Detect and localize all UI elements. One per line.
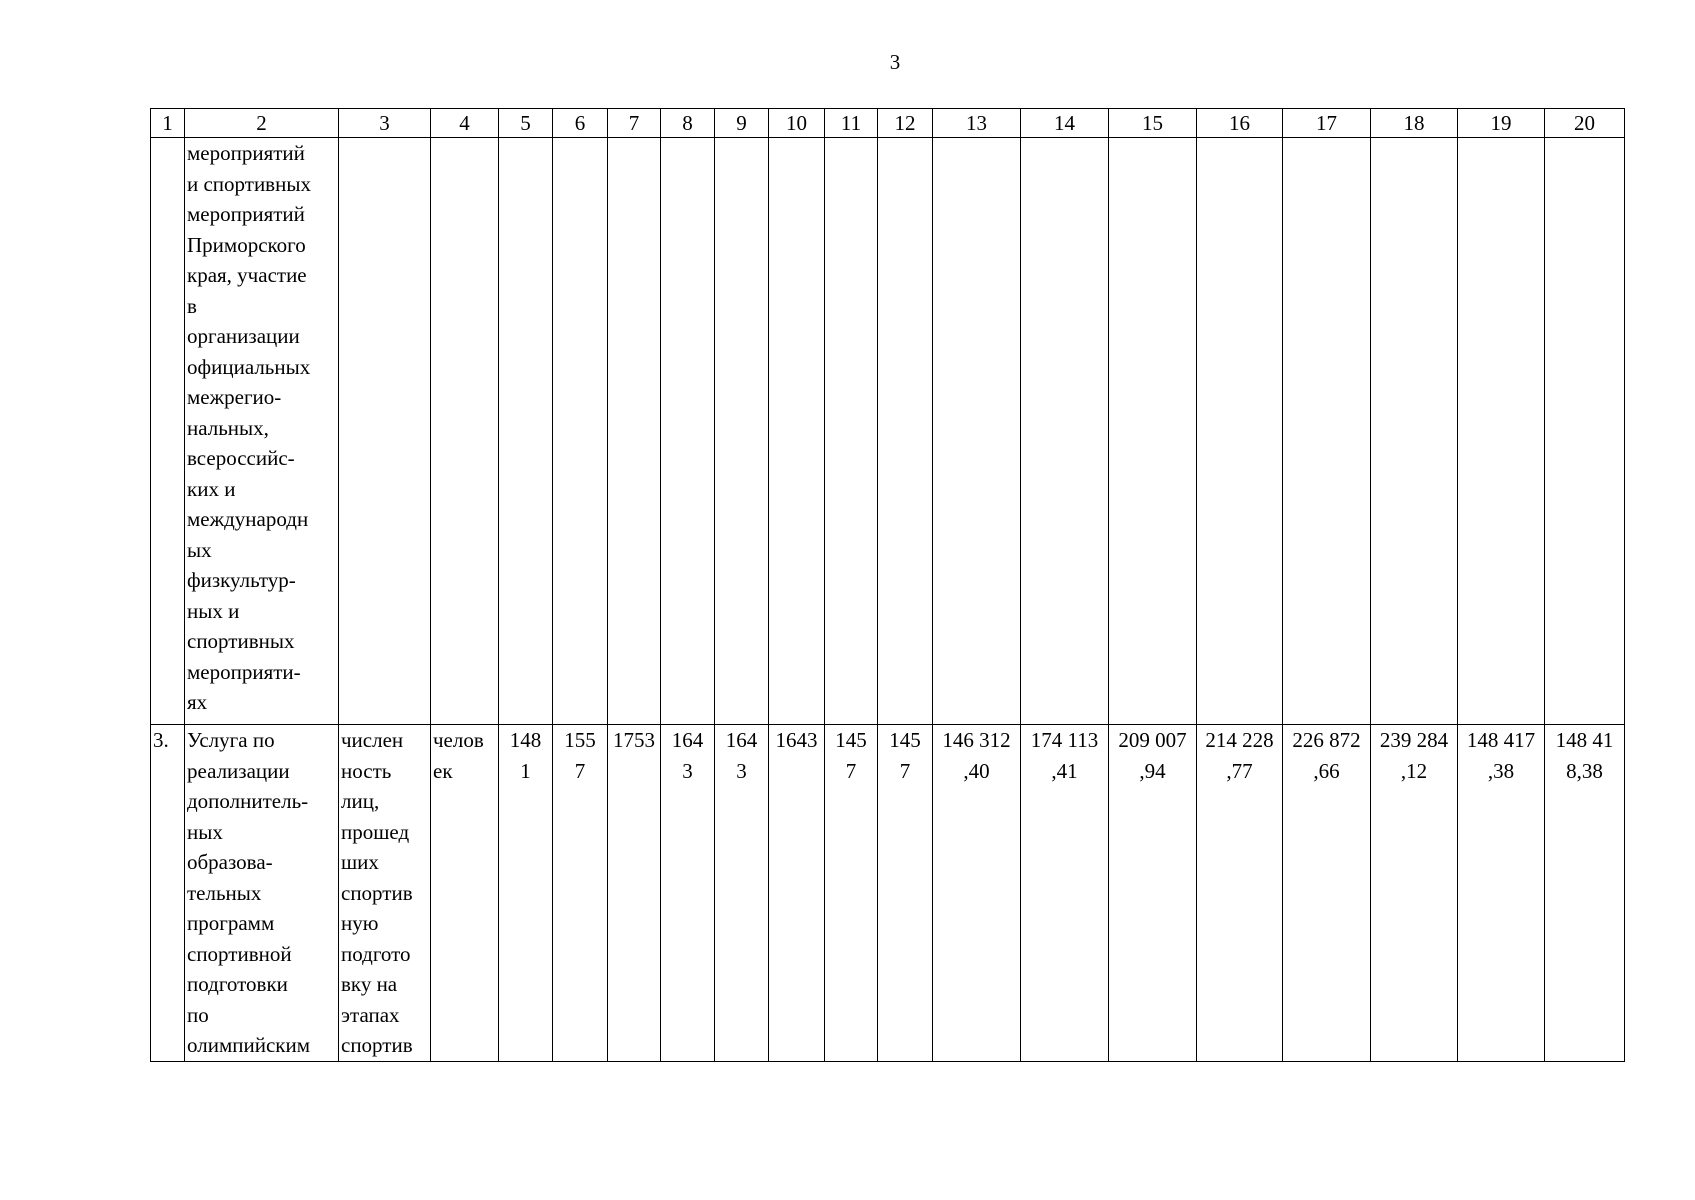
table-cell — [1458, 138, 1545, 725]
header-cell: 10 — [769, 109, 825, 138]
page-number: 3 — [889, 50, 901, 74]
table-cell — [661, 138, 715, 725]
value-cell: 1753 — [608, 725, 661, 1062]
table-cell — [1021, 138, 1109, 725]
header-cell: 2 — [185, 109, 339, 138]
value-cell: 145 7 — [825, 725, 878, 1062]
indicator-name: числен ность лиц, прошед ших спортив ную подгото вку на этапах спортив — [339, 725, 431, 1062]
value-cell: 148 1 — [499, 725, 553, 1062]
value-cell: 174 113 ,41 — [1021, 725, 1109, 1062]
header-cell: 4 — [431, 109, 499, 138]
table-cell — [1109, 138, 1197, 725]
table-cell — [715, 138, 769, 725]
value-cell: 146 312 ,40 — [933, 725, 1021, 1062]
table-cell — [499, 138, 553, 725]
service-name: Услуга по реализации дополнитель- ных образова- тельных программ спортивной подготовки по олимпийским — [185, 725, 339, 1062]
header-cell: 13 — [933, 109, 1021, 138]
value-cell: 164 3 — [661, 725, 715, 1062]
header-cell: 3 — [339, 109, 431, 138]
value-cell: 1643 — [769, 725, 825, 1062]
table-cell — [933, 138, 1021, 725]
header-cell: 14 — [1021, 109, 1109, 138]
value-cell: 148 417 ,38 — [1458, 725, 1545, 1062]
service-name-continuation: мероприятий и спортивных мероприятий Приморского края, участие в организации официальных межрегио- нальных, всероссийс- ких и международн ых физкультур- ных и спортивных мероприяти- ях — [185, 138, 339, 725]
header-cell: 12 — [878, 109, 933, 138]
table-row — [151, 725, 1625, 1062]
table-cell — [608, 138, 661, 725]
table-cell — [1197, 138, 1283, 725]
header-cell: 5 — [499, 109, 553, 138]
header-cell: 19 — [1458, 109, 1545, 138]
table-cell — [339, 138, 431, 725]
header-cell: 18 — [1371, 109, 1458, 138]
table-cell — [769, 138, 825, 725]
row-number: 3. — [151, 725, 185, 1062]
table-cell — [1371, 138, 1458, 725]
table-cell — [1283, 138, 1371, 725]
value-cell: 239 284 ,12 — [1371, 725, 1458, 1062]
value-cell: 164 3 — [715, 725, 769, 1062]
services-table — [150, 108, 1625, 1062]
header-cell: 6 — [553, 109, 608, 138]
value-cell: 145 7 — [878, 725, 933, 1062]
header-cell: 20 — [1545, 109, 1625, 138]
header-cell: 16 — [1197, 109, 1283, 138]
table-cell — [825, 138, 878, 725]
table-cell — [1545, 138, 1625, 725]
value-cell: 155 7 — [553, 725, 608, 1062]
header-cell: 8 — [661, 109, 715, 138]
unit-of-measure: челов ек — [431, 725, 499, 1062]
value-cell: 148 41 8,38 — [1545, 725, 1625, 1062]
header-cell: 9 — [715, 109, 769, 138]
header-row — [151, 109, 1625, 138]
table-cell — [151, 138, 185, 725]
header-cell: 7 — [608, 109, 661, 138]
header-cell: 17 — [1283, 109, 1371, 138]
value-cell: 209 007 ,94 — [1109, 725, 1197, 1062]
value-cell: 214 228 ,77 — [1197, 725, 1283, 1062]
table-cell — [431, 138, 499, 725]
continuation-row — [151, 138, 1625, 725]
table-cell — [553, 138, 608, 725]
table-cell — [878, 138, 933, 725]
header-cell: 15 — [1109, 109, 1197, 138]
value-cell: 226 872 ,66 — [1283, 725, 1371, 1062]
header-cell: 11 — [825, 109, 878, 138]
header-cell: 1 — [151, 109, 185, 138]
